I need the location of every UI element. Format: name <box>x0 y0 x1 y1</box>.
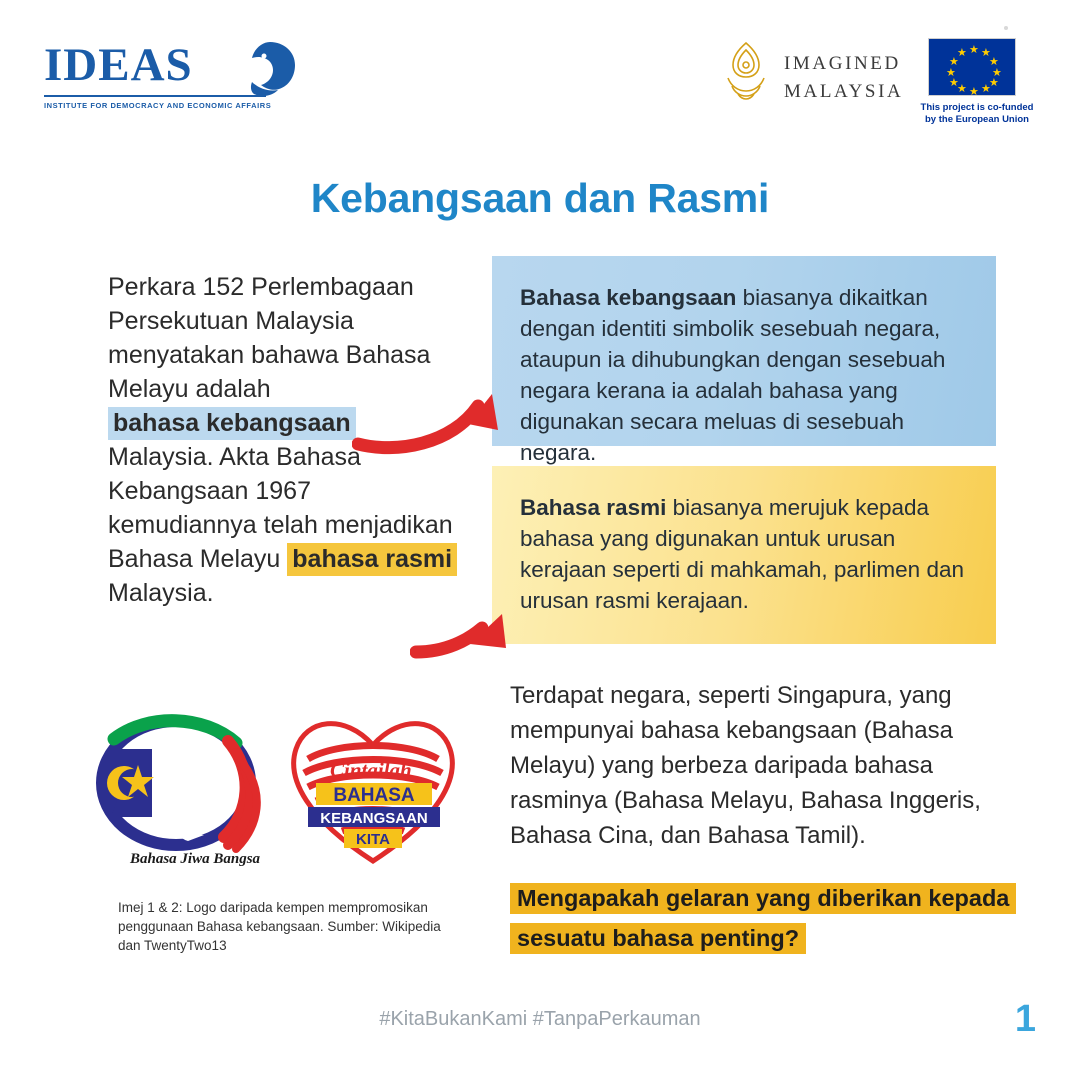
reflection-question <box>510 878 1010 958</box>
callout-yellow-lead: Bahasa rasmi <box>520 495 667 520</box>
ornament-icon <box>718 40 774 102</box>
page-title: Kebangsaan dan Rasmi <box>310 175 770 221</box>
intro-part-3: Malaysia. <box>108 579 214 607</box>
callout-bahasa-rasmi <box>492 466 996 644</box>
logo2-line-4: KITA <box>356 831 390 848</box>
highlight-bahasa-kebangsaan: bahasa kebangsaan <box>108 407 356 440</box>
fish-icon <box>240 38 300 100</box>
imagined-line-1: IMAGINED <box>784 53 901 74</box>
decorative-dot <box>1004 26 1008 30</box>
footer-hashtags: #KitaBukanKami #TanpaPerkauman <box>379 1008 701 1030</box>
logo2-line-2: BAHASA <box>333 785 415 806</box>
eu-funding-block <box>922 38 1040 126</box>
ideas-logo-wordmark: IDEAS <box>44 39 193 91</box>
ideas-logo <box>44 39 284 110</box>
logo1-caption: Bahasa Jiwa Bangsa <box>130 851 261 867</box>
highlight-bahasa-rasmi: bahasa rasmi <box>287 543 457 576</box>
arrow-to-yellow-callout-icon <box>410 596 520 666</box>
bahasa-jiwa-bangsa-logo-icon <box>78 705 278 880</box>
imagined-line-2: MALAYSIA <box>784 80 904 102</box>
arrow-to-blue-callout-icon <box>352 372 512 462</box>
cintailah-bahasa-kebangsaan-kita-logo-icon <box>278 701 468 876</box>
logo2-line-1: Cintailah <box>330 758 412 782</box>
logo2-line-3: KEBANGSAAN <box>320 810 428 827</box>
page-number: 1 <box>1014 998 1036 1040</box>
bottom-paragraph: Terdapat negara, seperti Singapura, yang mempunyai bahasa kebangsaan (Bahasa Melayu) yang berbeza daripada bahasa rasminya (Bahasa Melayu, Bahasa Inggeris, Bahasa Cina, dan Bahasa Tamil). <box>510 682 981 849</box>
ideas-logo-rule <box>44 95 266 97</box>
eu-flag-icon: ★ ★ ★ ★ ★ ★ ★ ★ ★ ★ ★ ★ <box>928 38 1016 96</box>
ideas-logo-tagline: INSTITUTE FOR DEMOCRACY AND ECONOMIC AFFAIRS <box>44 101 272 110</box>
callout-blue-lead: Bahasa kebangsaan <box>520 285 737 310</box>
intro-part-1: Perkara 152 Perlembagaan Persekutuan Malaysia menyatakan bahawa Bahasa Melayu adalah <box>108 273 431 403</box>
image-caption: Imej 1 & 2: Logo daripada kempen mempromosikan penggunaan Bahasa kebangsaan. Sumber: Wikipedia dan TwentyTwo13 <box>118 900 441 953</box>
callout-yellow-body: biasanya merujuk kepada bahasa yang digunakan untuk urusan kerajaan seperti di mahkamah, parlimen dan urusan rasmi kerajaan. <box>520 495 964 613</box>
callout-bahasa-kebangsaan <box>492 256 996 465</box>
callout-blue-body: biasanya dikaitkan dengan identiti simbolik sesebuah negara, ataupun ia dihubungkan dengan sesebuah negara kerana ia adalah bahasa yang digunakan secara meluas di sesebuah negara. <box>520 285 946 465</box>
eu-funding-caption: This project is co-funded by the European Union <box>920 102 1034 125</box>
reflection-question-text: Mengapakah gelaran yang diberikan kepada sesuatu bahasa penting? <box>510 883 1016 954</box>
intro-part-2: Malaysia. Akta Bahasa Kebangsaan 1967 kemudiannya telah menjadikan Bahasa Melayu <box>108 443 453 573</box>
imagined-malaysia-text <box>784 50 903 105</box>
header <box>0 0 1080 140</box>
campaign-logos <box>78 705 478 885</box>
imagined-malaysia-logo <box>718 40 908 110</box>
